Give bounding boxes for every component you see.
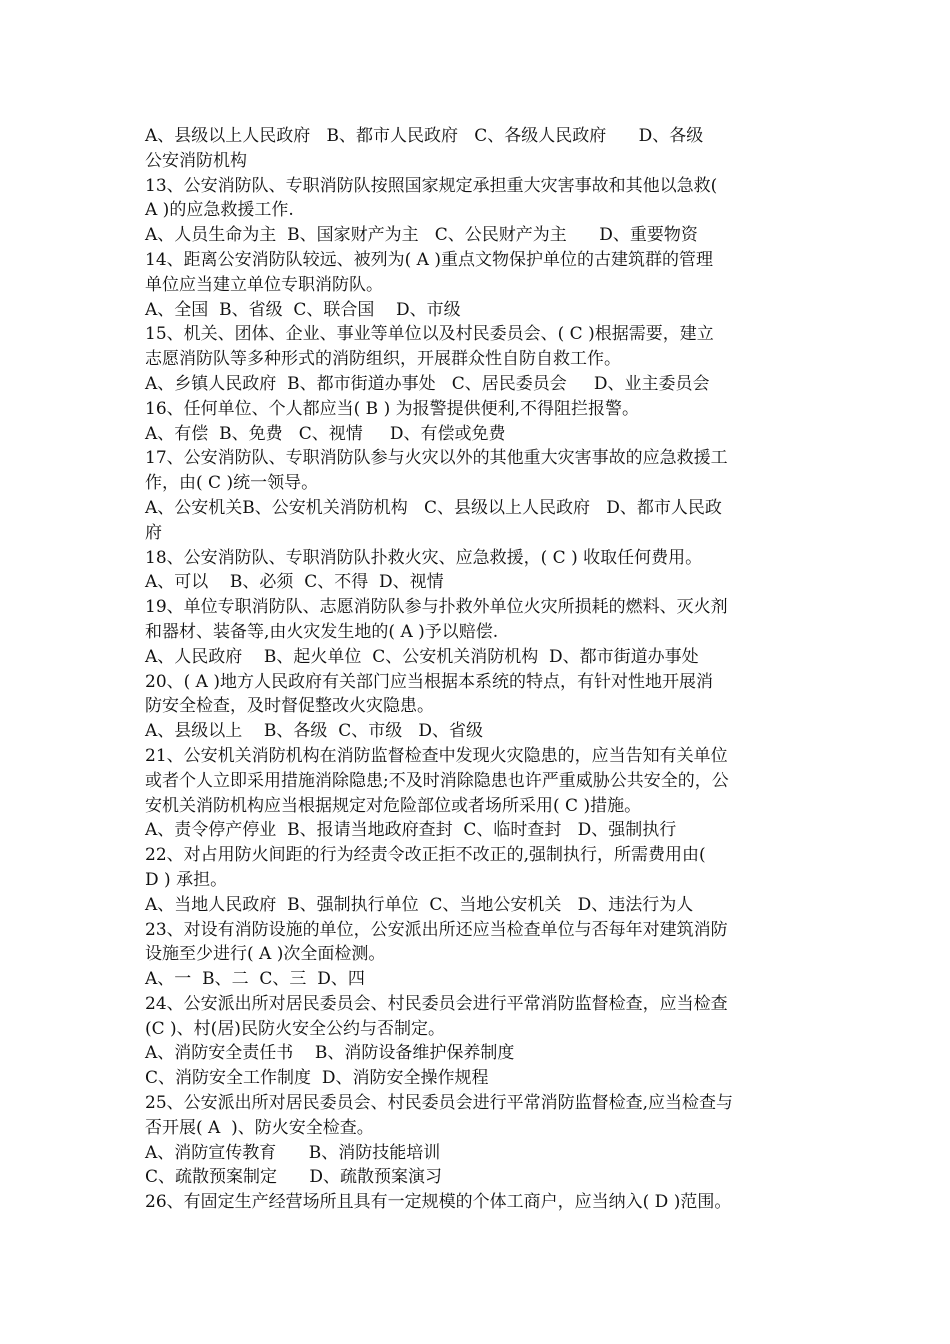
text-line: 23、对设有消防设施的单位，公安派出所还应当检查单位与否每年对建筑消防 bbox=[145, 919, 728, 940]
text-line: 25、公安派出所对居民委员会、村民委员会进行平常消防监督检查,应当检查与 bbox=[145, 1093, 734, 1114]
text-line: A、有偿 B、免费 C、视情 D、有偿或免费 bbox=[145, 423, 506, 444]
text-line: 13、公安消防队、专职消防队按照国家规定承担重大灾害事故和其他以急救( bbox=[145, 175, 718, 196]
text-line: A、人员生命为主 B、国家财产为主 C、公民财产为主 D、重要物资 bbox=[145, 225, 698, 246]
text-line: A、当地人民政府 B、强制执行单位 C、当地公安机关 D、违法行为人 bbox=[145, 894, 694, 915]
text-line: 府 bbox=[145, 522, 162, 543]
text-line: D ) 承担。 bbox=[145, 869, 228, 890]
text-line: A、公安机关B、公安机关消防机构 C、县级以上人民政府 D、都市人民政 bbox=[145, 497, 722, 518]
text-line: 19、单位专职消防队、志愿消防队参与扑救外单位火灾所损耗的燃料、灭火剂 bbox=[145, 597, 728, 618]
text-line: 公安消防机构 bbox=[145, 150, 247, 171]
text-line: 24、公安派出所对居民委员会、村民委员会进行平常消防监督检查，应当检查 bbox=[145, 993, 728, 1014]
text-line: A、可以 B、必须 C、不得 D、视情 bbox=[145, 572, 444, 593]
text-line: 18、公安消防队、专职消防队扑救火灾、应急救援，( C ) 收取任何费用。 bbox=[145, 547, 703, 568]
text-line: C、疏散预案制定 D、疏散预案演习 bbox=[145, 1167, 443, 1188]
text-line: 防安全检查，及时督促整改火灾隐患。 bbox=[145, 696, 434, 717]
text-line: 14、距离公安消防队较远、被列为( A )重点文物保护单位的古建筑群的管理 bbox=[145, 249, 713, 270]
text-line: C、消防安全工作制度 D、消防安全操作规程 bbox=[145, 1068, 489, 1089]
text-line: A、一 B、二 C、三 D、四 bbox=[145, 969, 365, 990]
text-line: (C )、村(居)民防火安全公约与否制定。 bbox=[145, 1018, 445, 1039]
text-line: 安机关消防机构应当根据规定对危险部位或者场所采用( C )措施。 bbox=[145, 795, 642, 816]
document-page bbox=[145, 124, 825, 1215]
text-line: 或者个人立即采用措施消除隐患;不及时消除隐患也许严重威胁公共安全的，公 bbox=[145, 770, 729, 791]
text-line: 15、机关、团体、企业、事业等单位以及村民委员会、( C )根据需要，建立 bbox=[145, 324, 714, 345]
text-line: 16、任何单位、个人都应当( B ) 为报警提供便利,不得阻拦报警。 bbox=[145, 398, 640, 419]
text-line: A、乡镇人民政府 B、都市街道办事处 C、居民委员会 D、业主委员会 bbox=[145, 373, 710, 394]
text-line: 20、( A )地方人民政府有关部门应当根据本系统的特点，有针对性地开展消 bbox=[145, 671, 713, 692]
text-line: A、全国 B、省级 C、联合国 D、市级 bbox=[145, 299, 461, 320]
text-line: A、消防安全责任书 B、消防设备维护保养制度 bbox=[145, 1043, 515, 1064]
text-line: 26、有固定生产经营场所且具有一定规模的个体工商户，应当纳入( D )范围。 bbox=[145, 1192, 732, 1213]
text-line: 志愿消防队等多种形式的消防组织，开展群众性自防自救工作。 bbox=[145, 349, 621, 370]
text-line: A、县级以上 B、各级 C、市级 D、省级 bbox=[145, 721, 484, 742]
text-line: 否开展( A )、防火安全检查。 bbox=[145, 1117, 374, 1138]
text-line: 22、对占用防火间距的行为经责令改正拒不改正的,强制执行，所需费用由( bbox=[145, 845, 706, 866]
text-line: 17、公安消防队、专职消防队参与火灾以外的其他重大灾害事故的应急救援工 bbox=[145, 448, 728, 469]
text-line: 和器材、装备等,由火灾发生地的( A )予以赔偿. bbox=[145, 621, 499, 642]
text-line: 设施至少进行( A )次全面检测。 bbox=[145, 944, 386, 965]
text-line: A、消防宣传教育 B、消防技能培训 bbox=[145, 1142, 441, 1163]
text-line: 21、公安机关消防机构在消防监督检查中发现火灾隐患的，应当告知有关单位 bbox=[145, 745, 728, 766]
text-line: 作，由( C )统一领导。 bbox=[145, 473, 319, 494]
text-line: A )的应急救援工作. bbox=[145, 200, 294, 221]
text-line: A、责令停产停业 B、报请当地政府查封 C、临时查封 D、强制执行 bbox=[145, 820, 677, 841]
text-line: A、人民政府 B、起火单位 C、公安机关消防机构 D、都市街道办事处 bbox=[145, 646, 699, 667]
text-line: 单位应当建立单位专职消防队。 bbox=[145, 274, 383, 295]
text-line: A、县级以上人民政府 B、都市人民政府 C、各级人民政府 D、各级 bbox=[145, 126, 704, 146]
